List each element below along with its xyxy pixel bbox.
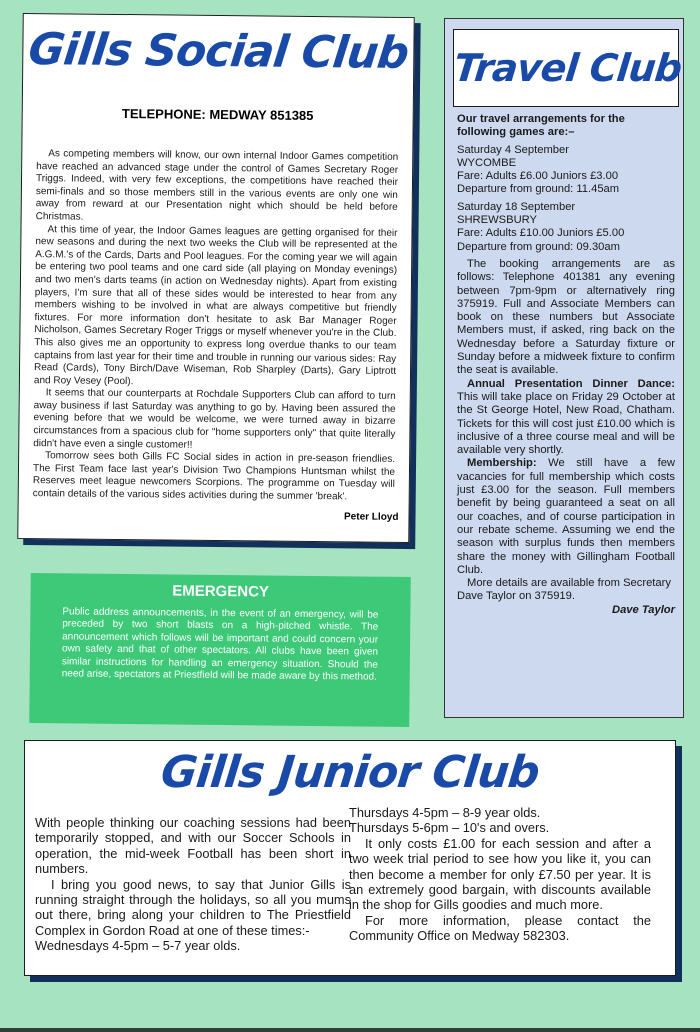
fixture-departure: Departure from ground: 11.45am [457,183,620,196]
travel-membership [457,457,675,577]
junior-session-time: Wednesdays 4-5pm – 5-7 year olds. [35,938,241,954]
social-club-paragraph: At this time of year, the Indoor Games leagues are getting organised for their new seasons and during the next two weeks the Club will be represented at the A.G.M.'s of the Cards, Darts and Pool leagues. For the coming year we will again be entering two pool teams and one card side (all playing on Monday evenings) and two men's darts teams (in action on Wednesday nights). Apart from existing players, I'm sure that all of these sides would be interested to hear from any members wishing to be involved in what are always competitive but friendly fixtures. For more information don't hesitate to ask Bar Manager Roger Nicholson, Games Secretary Roger Triggs or myself whenever you're in the Club. This also gives me an opportunity to express long overdue thanks to our team captains from last year for their time and trouble in running our various sides: Ray Read (Cards), Tony Birch/Dave Wiseman, Rob Sharpley (Darts), Gary Liptrott and Roy Vesey (Pool). [33,223,398,387]
junior-paragraph: It only costs £1.00 for each session and after a two week trial period to see how you like it, you can then become a member for only £7.50 per year. It is an extremely good bargain, with discounts available in the shop for Gills goodies and much more. [349,835,651,913]
junior-club-title: Gills Junior Club [158,747,542,798]
junior-paragraph: With people thinking our coaching sessions had been temporarily stopped, and with our Soccer Schools in operation, the mid-week Football has been short in numbers. [35,815,351,877]
fixture-opponent: WYCOMBE [457,156,517,169]
travel-membership-heading: Membership: [467,457,537,470]
social-club-paragraph: As competing members will know, our own internal Indoor Games competition have reached an advanced stage under the control of Games Secretary Roger Triggs. Indeed, with very few exceptions, the competitions have reached their semi-finals and so those members still in the various events are only one win away from reward at our Presentation night which should be held before Christmas. [35,148,399,223]
social-club-paragraph: Tomorrow sees both Gills FC Social sides in action in pre-season friendlies. The First Team face last year's Division Two Champions Huntsman whilst the Reserves meet league newcomers Scorpions. The programme on Tuesday will contain details of the various sides activities during the summer 'break'. [32,450,396,503]
travel-details: More details are available from Secretary Dave Taylor on 375919. [457,577,671,603]
page-bottom-edge [0,1028,700,1032]
travel-intro: Our travel arrangements for the following games are:– [457,113,625,139]
social-club-title: Gills Social Club [25,24,411,79]
travel-membership-text: We still have a few vacancies for full membership which costs just £3.00 for the season. Full members benefit by being guaranteed a seat on all our coaches, and of course participation in our rebate scheme. Assuming we end the season with surplus funds then members share the money with Gillingham Football Club. [457,457,675,576]
social-club-panel [17,13,414,543]
travel-club-title: Travel Club [451,46,684,90]
junior-club-right-column [349,805,651,944]
junior-paragraph: I bring you good news, to say that Junior Gills is running straight through the holidays, so all you mums out there, bring along your children to The Priestfield Complex in Gordon Road at one of these times:- [35,876,351,938]
fixture-departure: Departure from ground: 09.30am [457,240,620,253]
travel-club-panel [444,18,684,718]
travel-dinner-text: This will take place on Friday 29 October at the St George Hotel, New Road, Chatham. Tickets for this will cost just £10.00 which is inclusive of a three course meal and will be available very shortly. [457,390,675,457]
junior-club-panel [24,740,676,976]
emergency-heading: EMERGENCY [172,582,270,601]
junior-session-time: Thursdays 5-6pm – 10's and overs. [349,820,550,836]
travel-club-article [457,113,675,617]
fixture-opponent: SHREWSBURY [457,214,537,227]
junior-club-left-column [35,815,351,954]
social-club-article [33,148,399,504]
travel-fixture [457,144,675,197]
fixture-fare: Fare: Adults £6.00 Juniors £3.00 [457,170,619,183]
fixture-date: Saturday 4 September [457,143,569,156]
travel-booking: The booking arrangements are as follows: Telephone 401381 any evening between 7pm-9pm or alternatively ring 375919. Full and Associate Members can book on these numbers but Associate Members must, if asked, ring back on the Wednesday before a Saturday fixture or Sunday before a midweek fixture to confirm the seat is available. [457,257,675,377]
travel-dinner [457,378,675,458]
junior-paragraph: For more information, please contact the Community Office on Medway 582303. [349,912,651,944]
fixture-fare: Fare: Adults £10.00 Juniors £5.00 [457,227,625,240]
social-club-telephone: TELEPHONE: MEDWAY 851385 [121,106,314,124]
travel-club-signature: Dave Taylor [611,603,675,616]
emergency-panel [29,573,411,727]
travel-fixture [457,201,675,254]
travel-dinner-heading: Annual Presentation Dinner Dance: [467,377,675,390]
travel-club-title-box [451,29,684,107]
emergency-text: Public address announcements, in the event of an emergency, will be preceded by two short blasts on a high-pitched whistle. The announcement which follows will be important and could concern your own safety and that of other spectators. All clubs have been given similar instructions for handling an emergency situation. Should the need arise, spectators at Priestfield will be made aware by this method. [61,606,379,683]
fixture-date: Saturday 18 September [457,200,576,213]
junior-session-time: Thursdays 4-5pm – 8-9 year olds. [349,805,541,820]
social-club-signature: Peter Lloyd [343,511,399,523]
social-club-paragraph: It seems that our counterparts at Rochdale Supporters Club can afford to turn away business if last Saturday was anything to go by. Having been assured the evening before that we would be welcome, we were turned away in bizarre circumstances from a spacious club for "home supporters only" that quite literally didn't have even a single customer!! [33,387,396,451]
